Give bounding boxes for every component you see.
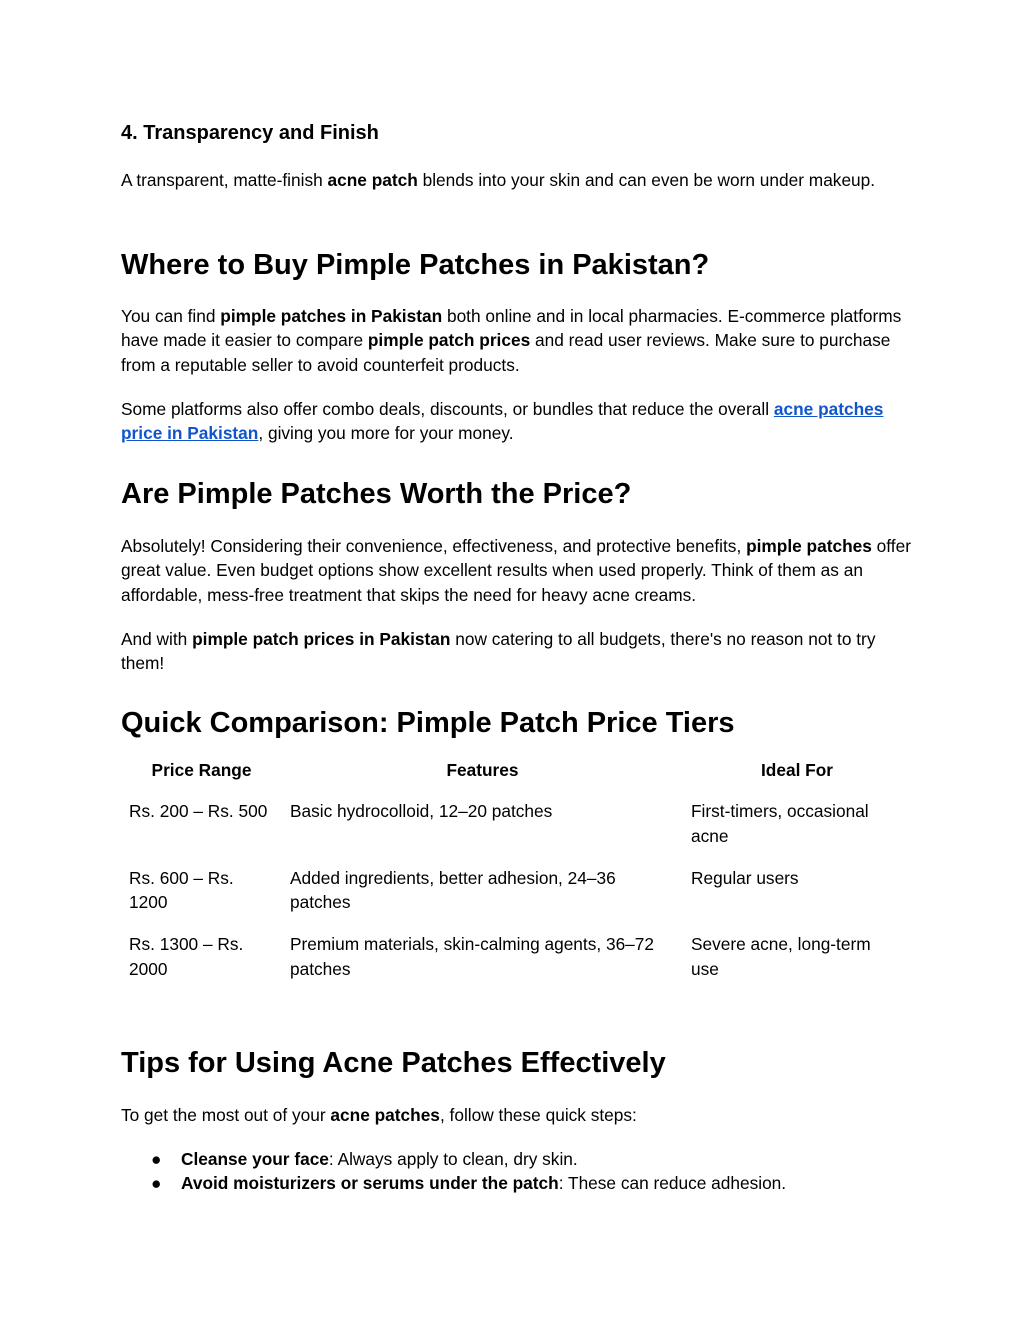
heading-comparison: Quick Comparison: Pimple Patch Price Tiers bbox=[121, 707, 735, 739]
table-cell-ideal-for: First-timers, occasional acne bbox=[691, 801, 869, 846]
table-header-price-range: Price Range bbox=[151, 760, 252, 780]
heading-tips: Tips for Using Acne Patches Effectively bbox=[121, 1047, 666, 1079]
section-heading-transparency: 4. Transparency and Finish bbox=[121, 122, 379, 144]
table-cell-ideal-for: Severe acne, long-term use bbox=[691, 934, 871, 979]
tips-list bbox=[121, 1147, 786, 1196]
table-header-row bbox=[121, 754, 911, 790]
list-item: ● Cleanse your face: Always apply to clean, dry skin. bbox=[121, 1147, 786, 1171]
table-cell-price: Rs. 1300 – Rs. 2000 bbox=[129, 934, 244, 979]
bullet-icon: ● bbox=[151, 1149, 162, 1169]
bold-term: acne patch bbox=[327, 170, 418, 190]
paragraph-tips-intro: To get the most out of your acne patches, follow these quick steps: bbox=[121, 1105, 637, 1125]
paragraph-worth-price-2: And with pimple patch prices in Pakistan now catering to all budgets, there's no reason not to try them! bbox=[121, 629, 876, 674]
heading-worth-price: Are Pimple Patches Worth the Price? bbox=[121, 478, 632, 510]
table-cell-features: Premium materials, skin-calming agents, 36–72 patches bbox=[290, 934, 655, 979]
table-cell-price: Rs. 600 – Rs. 1200 bbox=[129, 867, 234, 913]
table-cell-ideal-for: Regular users bbox=[691, 867, 799, 888]
table-cell-price: Rs. 200 – Rs. 500 bbox=[129, 801, 268, 822]
list-item: ● Avoid moisturizers or serums under the patch: These can reduce adhesion. bbox=[121, 1171, 786, 1195]
table-row bbox=[121, 923, 911, 990]
table-cell-features: Added ingredients, better adhesion, 24–36 patches bbox=[290, 867, 616, 913]
table-row bbox=[121, 857, 911, 924]
heading-where-to-buy: Where to Buy Pimple Patches in Pakistan? bbox=[121, 249, 710, 281]
table-header-ideal-for: Ideal For bbox=[760, 760, 834, 780]
table-row bbox=[121, 790, 911, 857]
paragraph-transparency: A transparent, matte-finish acne patch blends into your skin and can even be worn under makeup. bbox=[121, 170, 876, 190]
paragraph-where-to-buy-1: You can find pimple patches in Pakistan both online and in local pharmacies. E-commerce platforms have made it easier to compare pimple patch prices and read user reviews. Make sure to purchase from a reputable seller to avoid counterfeit products. bbox=[121, 306, 902, 375]
table-header-features: Features bbox=[446, 760, 519, 780]
paragraph-worth-price-1: Absolutely! Considering their convenience, effectiveness, and protective benefits, pimple patches offer great value. Even budget options show excellent results when used properly. Think of them as an affordable, mess-free treatment that skips the need for heavy acne creams. bbox=[121, 536, 911, 605]
bullet-icon: ● bbox=[151, 1173, 162, 1194]
paragraph-where-to-buy-2: Some platforms also offer combo deals, discounts, or bundles that reduce the overall acne patches price in Pakistan, giving you more for your money. bbox=[121, 399, 884, 444]
table-cell-features: Basic hydrocolloid, 12–20 patches bbox=[290, 801, 553, 822]
acne-patches-price-link[interactable]: acne patches price in Pakistan bbox=[121, 399, 884, 444]
price-tier-table bbox=[121, 754, 911, 990]
